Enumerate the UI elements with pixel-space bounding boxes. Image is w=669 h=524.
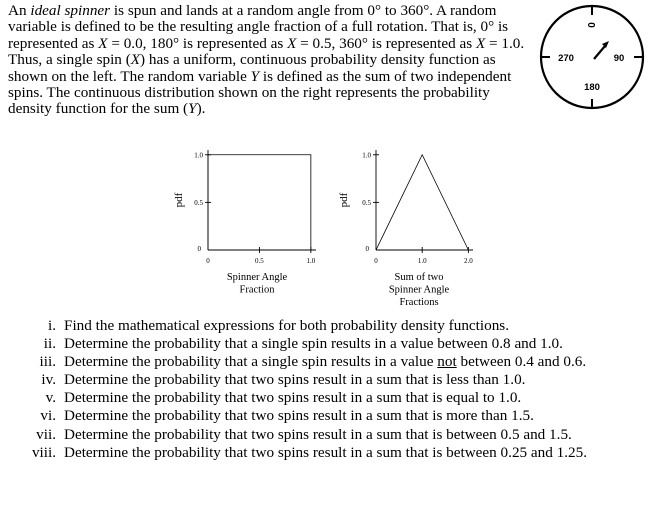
- intro-emphasis: ideal spinner: [30, 2, 111, 19]
- question-number: vi.: [40, 407, 56, 425]
- question-item: [4, 407, 664, 425]
- question-text: Determine the probability that two spins result in a sum that is more than 1.5.: [64, 407, 534, 425]
- intro-text: is spun and lands at a random angle from 0° to 360°. A random variable is defined to be the resulting angle fraction of a full rotation. That is, 0° is represented as: [8, 2, 509, 52]
- intro-text: = 1.0. Thus, a single spin (: [8, 34, 525, 69]
- x-origin-label: 0: [374, 257, 378, 265]
- x-tick-label: 1.0: [417, 257, 427, 265]
- chart-single-spin: [173, 150, 316, 296]
- y-axis-label: pdf: [338, 192, 350, 208]
- question-item: [4, 353, 664, 371]
- question-text: Find the mathematical expressions for both probability density functions.: [64, 317, 509, 334]
- spinner-dial: [541, 6, 643, 108]
- variable-y: Y: [250, 67, 260, 85]
- dial-label-0: 0: [585, 22, 596, 28]
- question-text: Determine the probability that two spins result in a sum that is between 0.5 and 1.5.: [64, 425, 572, 443]
- y-tick-label: 1.0: [194, 151, 203, 160]
- dial-label-90: 90: [613, 53, 625, 64]
- x-axis-label: Sum of two: [394, 272, 444, 283]
- y-tick-label: 1.0: [362, 151, 371, 160]
- x-tick-label: 0.5: [255, 257, 264, 265]
- question-text: Determine the probability that two spins result in a sum that is between 0.25 and 1.25.: [64, 443, 588, 461]
- question-item: [4, 444, 664, 462]
- question-item: [4, 317, 664, 335]
- intro-text: An: [8, 2, 31, 19]
- chart-sum-of-spins: [338, 150, 473, 308]
- question-number: iv.: [41, 371, 56, 389]
- pdf-series-line: [208, 155, 311, 250]
- x-origin-label: 0: [206, 257, 210, 265]
- y-origin-label: 0: [365, 245, 369, 253]
- y-tick-label: 0.5: [194, 198, 203, 207]
- y-origin-label: 0: [197, 245, 201, 253]
- dial-label-180: 180: [584, 82, 600, 93]
- question-number: iii.: [39, 353, 56, 371]
- question-text: Determine the probability that two spins result in a sum that is less than 1.0.: [64, 371, 526, 389]
- question-number: ii.: [43, 335, 56, 353]
- question-item: [4, 426, 664, 444]
- intro-text: ).: [196, 100, 206, 118]
- variable-x: X: [98, 34, 108, 52]
- question-item: [4, 371, 664, 389]
- x-axis-label: Spinner Angle: [226, 272, 288, 283]
- question-number: viii.: [31, 443, 56, 461]
- question-number: i.: [47, 317, 56, 334]
- question-number: vii.: [36, 425, 56, 443]
- y-tick-label: 0.5: [362, 198, 371, 207]
- intro-text: = 0.5, 360° is represented as: [296, 34, 476, 52]
- y-axis-label: pdf: [173, 192, 185, 208]
- dial-pointer: [594, 46, 605, 59]
- question-item: [4, 335, 664, 353]
- dial-label-270: 270: [558, 53, 574, 64]
- variable-x: X: [130, 51, 141, 69]
- question-number: v.: [45, 389, 56, 407]
- pdf-series-line: [376, 155, 468, 250]
- x-tick-label: 1.0: [306, 257, 316, 265]
- x-axis-label: Spinner Angle: [388, 284, 450, 296]
- x-axis-label: Fractions: [399, 297, 439, 308]
- question-text: Determine the probability that two spins result in a sum that is equal to 1.0.: [64, 389, 522, 407]
- question-item: [4, 389, 664, 407]
- x-axis-label: Fraction: [239, 284, 275, 296]
- intro-text: ) has a uniform, continuous probability density function as shown on the left. The random variable: [8, 51, 496, 85]
- question-text-part: Determine the probability that a single spin results in a value: [64, 353, 438, 371]
- question-underlined-word: not: [437, 353, 457, 371]
- question-text-part: between 0.4 and 0.6.: [456, 353, 587, 371]
- variable-y: Y: [188, 100, 197, 118]
- intro-text: is defined as the sum of two independent spins. The continuous distribution shown on the right represents the probability density function for the sum (: [8, 67, 512, 118]
- variable-x: X: [287, 34, 297, 52]
- variable-x: X: [475, 34, 486, 52]
- intro-text: = 0.0, 180° is represented as: [107, 34, 288, 52]
- question-text: [64, 353, 664, 371]
- x-tick-label: 2.0: [464, 257, 473, 265]
- question-list: [4, 317, 664, 462]
- question-text: Determine the probability that a single spin results in a value between 0.8 and 1.0.: [64, 335, 563, 353]
